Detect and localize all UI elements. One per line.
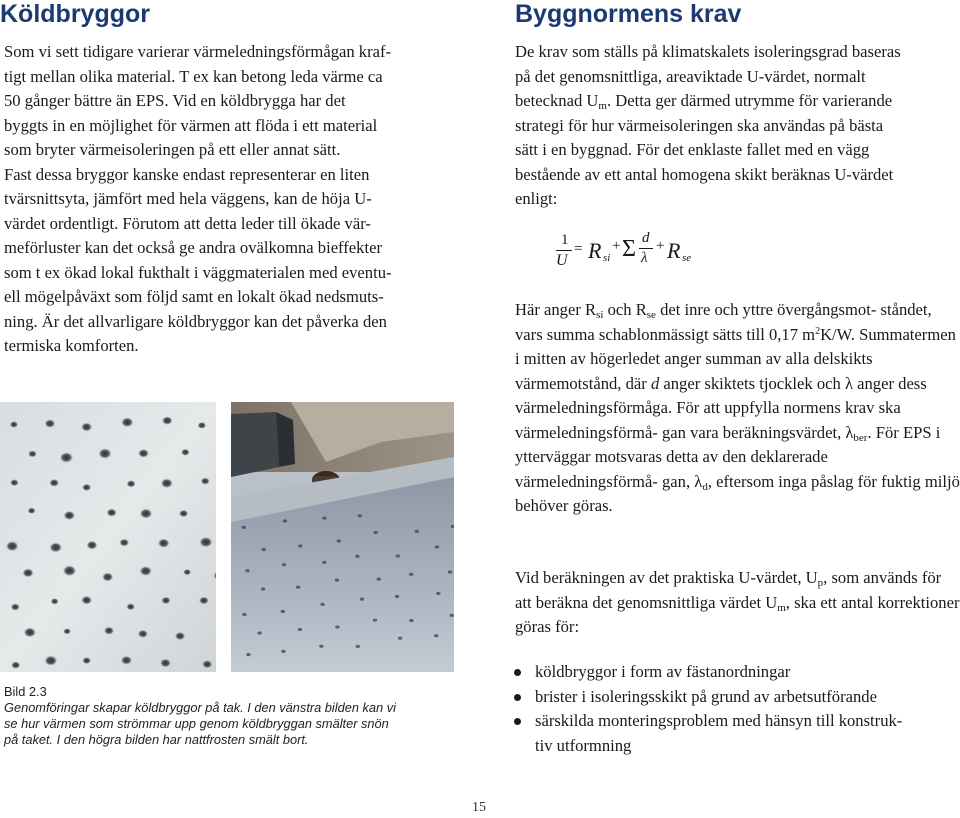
left-heading: Köldbryggor <box>0 0 150 28</box>
page-number: 15 <box>472 800 486 815</box>
intro-line: betecknad $U_m$. Detta ger därmed utrymme för varierande <box>515 91 893 112</box>
practical-line: ska ett antal korrektioner göras för: <box>515 592 960 636</box>
right-intro-text <box>515 40 960 212</box>
right-heading: Byggnormens krav <box>515 0 742 28</box>
explain-line: 0,17 $m^2K/W$. Summatermen i mitten av högerledet anger <box>515 324 956 368</box>
formula-se: se <box>682 252 692 264</box>
formula-d: d <box>642 230 650 246</box>
left-body-text <box>4 40 456 359</box>
u-value-formula <box>548 232 748 274</box>
body-line: termiska komforten. <box>4 336 139 355</box>
intro-line: De krav som ställs på klimatskalets isoleringsgrad baseras <box>515 42 901 61</box>
explain-line: gan vara beräkningsvärdet, $\lambda_{ber}$. För EPS i ytterväggar <box>515 422 941 466</box>
snow-roof-photo <box>0 402 216 672</box>
formula-equals: = <box>574 241 583 257</box>
bullet-icon <box>514 669 521 676</box>
explain-line: summan av alla delskikts värmemotstånd, där d anger <box>515 349 873 393</box>
explain-line: ståndet, vars summa schablonmässigt sätts till <box>515 300 932 344</box>
figure-label: Bild 2.3 <box>4 684 47 699</box>
body-line: Som vi sett tidigare varierar värmeledningsförmågan kraf- <box>4 42 392 61</box>
explain-line: motsvaras detta av den deklarerade värmeledningsförmå- <box>515 447 828 491</box>
practical-line: Vid beräkningen av det praktiska U-värdet, $U_p$, som <box>515 568 860 589</box>
explain-line: göras. <box>572 496 613 515</box>
bullet-icon <box>514 694 521 701</box>
intro-line: strategi för hur värmeisoleringen ska användas på bästa <box>515 115 884 135</box>
intro-line: bestående av ett antal homogena skikt beräknas U-värdet <box>515 164 894 184</box>
explain-line: För att uppfylla normens krav ska värmeledningsförmå- <box>515 398 901 442</box>
formula-r2: R <box>667 238 681 263</box>
formula-plus: + <box>656 238 665 254</box>
body-line: som t ex ökad lokal fukthalt i väggmaterialen med eventu- <box>4 262 392 282</box>
intro-line: på det genomsnittliga, areaviktade U-värdet, normalt <box>515 66 866 86</box>
formula-numerator: 1 <box>561 232 569 248</box>
body-line: ning. Är det allvarligare köldbryggor kan det påverka den <box>4 311 387 331</box>
formula-fraction-bar <box>639 248 653 249</box>
figure-caption <box>4 684 456 748</box>
body-line: värdet ordentligt. Förutom att detta leder till ökade vär- <box>4 213 371 233</box>
correction-list <box>512 660 902 758</box>
explain-line: gan, $\lambda_d$, eftersom inga påslag för fuktig miljö behöver <box>515 471 960 515</box>
intro-line: enligt: <box>515 189 558 208</box>
body-line: meförluster kan det också ge andra ovälkomna bieffekter <box>4 238 382 257</box>
list-item: särskilda monteringsproblem med hänsyn till konstruk- <box>512 709 902 734</box>
body-line: byggts in en möjlighet för värmen att flöda i ett material <box>4 115 378 135</box>
body-line: 50 gånger bättre än EPS. Vid en köldbrygga har det <box>4 91 346 110</box>
intro-line: sätt i en byggnad. För det enklaste fallet med en vägg <box>515 140 870 159</box>
formula-fraction-bar <box>556 250 572 251</box>
caption-line: se hur värmen som strömmar upp genom köldbryggan smälter snön <box>4 716 389 731</box>
caption-line: på taket. I den högra bilden har nattfrosten smält bort. <box>4 732 309 747</box>
body-line: tvärsnittsyta, jämfört med hela väggens, kan de höja U- <box>4 189 372 208</box>
list-item: köldbryggor i form av fästanordningar <box>512 660 902 685</box>
right-practical-text <box>515 566 960 640</box>
bullet-icon <box>514 718 521 725</box>
formula-r: R <box>588 238 602 263</box>
body-line: tigt mellan olika material. T ex kan betong leda värme ca <box>4 66 383 86</box>
caption-line: Genomföringar skapar köldbryggor på tak. I den vänstra bilden kan vi <box>4 700 396 715</box>
list-item-continuation: tiv utformning <box>535 735 632 755</box>
body-line: ell mögelpåväxt som följd samt en lokalt ökad nedsmuts- <box>4 287 384 306</box>
list-item: brister i isoleringsskikt på grund av arbetsutförande <box>512 685 902 710</box>
formula-denominator: U <box>556 252 568 269</box>
formula-si: si <box>603 252 611 264</box>
body-line: Fast dessa bryggor kanske endast representerar en liten <box>4 164 370 184</box>
explain-line: Här anger $R_{si}$ och $R_{se}$ det inre och yttre övergångsmot- <box>515 300 877 321</box>
body-line: som bryter värmeisoleringen på ett eller annat sätt. <box>4 140 341 159</box>
practical-line: används för att beräkna det genomsnittliga värdet $U_m$, <box>515 568 942 614</box>
formula-lambda: λ <box>641 250 648 266</box>
frost-roof-photo <box>231 402 454 672</box>
formula-sigma: Σ <box>622 236 636 262</box>
right-explain-text <box>515 298 960 519</box>
formula-plus: + <box>612 238 621 254</box>
explain-line: skiktets tjocklek och λ anger dess värmeledningsförmåga. <box>515 373 927 417</box>
